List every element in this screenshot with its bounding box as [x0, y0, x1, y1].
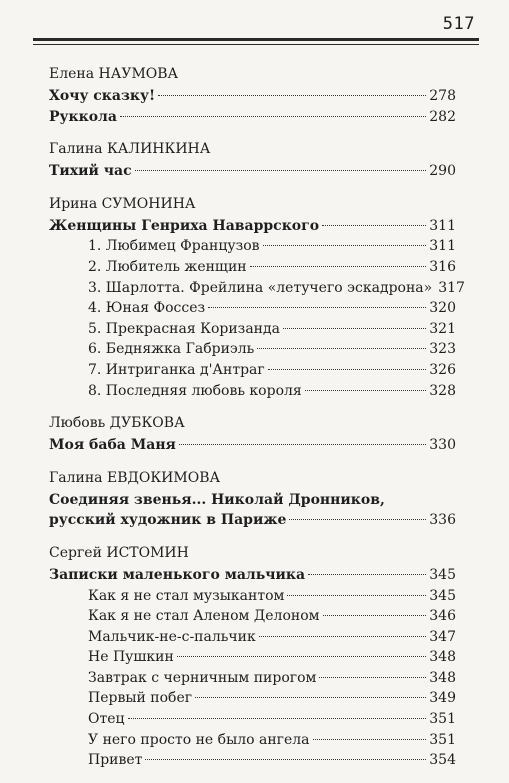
entry-page-number: 326 [429, 361, 456, 378]
page-number: 517 [442, 14, 475, 34]
dot-leader [323, 615, 427, 616]
dot-leader [287, 595, 426, 596]
toc-entry [49, 298, 456, 319]
toc-entry [49, 107, 456, 128]
toc-row [49, 435, 456, 456]
header-rule-thin [33, 44, 479, 45]
entry-title: У него просто не было ангела [88, 731, 310, 748]
toc-row [49, 298, 456, 319]
toc-row [49, 730, 456, 751]
toc-entry [49, 319, 456, 340]
toc-row [49, 606, 456, 627]
toc-row [49, 360, 456, 381]
entry-page-number: 354 [429, 752, 456, 769]
entry-page-number: 351 [429, 731, 456, 748]
entry-page-number: 316 [429, 258, 456, 275]
dot-leader [135, 170, 427, 171]
entry-page-number: 311 [429, 238, 456, 255]
toc-row [49, 565, 456, 586]
dot-leader [195, 697, 426, 698]
toc-entry [49, 360, 456, 381]
entry-title: Тихий час [49, 163, 132, 180]
entry-page-number: 311 [429, 217, 456, 234]
toc-row [49, 586, 456, 607]
entry-title: Женщины Генриха Наваррского [49, 217, 320, 234]
dot-leader [283, 328, 426, 329]
toc-row [49, 236, 456, 257]
entry-page-number: 348 [429, 649, 456, 666]
author-section [49, 64, 456, 127]
entry-title: Первый побег [88, 690, 193, 707]
toc-entry [49, 257, 456, 278]
entry-title: 7. Интриганка д'Антраг [88, 361, 265, 378]
dot-leader [305, 390, 427, 391]
entry-page-number: 317 [438, 279, 465, 296]
author-name: Галина КАЛИНКИНА [49, 141, 211, 158]
entry-title: 5. Прекрасная Коризанда [88, 320, 280, 337]
author-section [49, 139, 456, 182]
toc-row [49, 86, 456, 107]
entry-title: Как я не стал музыкантом [88, 587, 285, 604]
author-name: Любовь ДУБКОВА [49, 415, 185, 432]
toc-entry [49, 435, 456, 456]
author-section [49, 468, 456, 531]
author-section [49, 194, 465, 401]
toc-row [49, 688, 456, 709]
toc-entry [49, 668, 456, 689]
dot-leader [257, 348, 426, 349]
entry-page-number: 349 [429, 690, 456, 707]
entry-title: Не Пушкин [88, 649, 174, 666]
toc-entry [49, 647, 456, 668]
entry-page-number: 346 [429, 608, 456, 625]
toc-row [49, 510, 456, 531]
toc-entry [49, 606, 456, 627]
entry-title: Привет [88, 752, 143, 769]
toc-entry [49, 709, 456, 730]
author-section [49, 413, 456, 456]
toc-entry [49, 161, 456, 182]
toc-entry [49, 278, 465, 299]
dot-leader [259, 636, 427, 637]
entry-title-line1: Соединяя звенья... Николай Дронников, [49, 491, 385, 508]
toc-row [49, 161, 456, 182]
dot-leader [263, 245, 427, 246]
dot-leader [289, 519, 426, 520]
dot-leader [158, 95, 426, 96]
toc-row [49, 647, 456, 668]
entry-page-number: 282 [429, 108, 456, 125]
toc-entry [49, 627, 456, 648]
toc-entry [49, 236, 456, 257]
entry-title: Мальчик-не-с-пальчик [88, 628, 256, 645]
entry-page-number: 345 [429, 566, 456, 583]
dot-leader [322, 225, 426, 226]
entry-page-number: 290 [429, 163, 456, 180]
toc-entry [49, 381, 456, 402]
toc-row [49, 668, 456, 689]
entry-title: 1. Любимец Французов [88, 238, 260, 255]
entry-page-number: 351 [429, 711, 456, 728]
author-name: Елена НАУМОВА [49, 66, 179, 82]
toc-row [49, 339, 456, 360]
dot-leader [319, 677, 426, 678]
entry-page-number: 278 [429, 88, 456, 104]
dot-leader [268, 369, 427, 370]
dot-leader [208, 307, 426, 308]
toc-entry [49, 730, 456, 751]
entry-page-number: 320 [429, 300, 456, 317]
dot-leader [177, 656, 426, 657]
entry-page-number: 345 [429, 587, 456, 604]
dot-leader [179, 444, 426, 445]
entry-page-number: 336 [429, 512, 456, 529]
entry-title: Хочу сказку! [49, 88, 156, 104]
dot-leader [145, 759, 426, 760]
toc-row [49, 750, 456, 771]
entry-title: Записки маленького мальчика [49, 566, 306, 583]
author-name: Галина ЕВДОКИМОВА [49, 469, 221, 486]
toc-row [49, 216, 456, 237]
dot-leader [128, 718, 427, 719]
entry-title: Руккола [49, 108, 117, 125]
entry-title: Как я не стал Аленом Делоном [88, 608, 320, 625]
author-name: Ирина СУМОНИНА [49, 195, 196, 212]
entry-page-number: 321 [429, 320, 456, 337]
toc-entry [49, 339, 456, 360]
entry-page-number: 347 [429, 628, 456, 645]
entry-page-number: 323 [429, 341, 456, 358]
entry-title: 2. Любитель женщин [88, 258, 247, 275]
toc-entry [49, 565, 456, 586]
toc-row [49, 709, 456, 730]
dot-leader [120, 116, 426, 117]
toc-entry [49, 688, 456, 709]
toc-row [49, 107, 456, 128]
toc-entry [49, 216, 456, 237]
entry-title: Отец [88, 711, 125, 728]
entry-title: Завтрак с черничным пирогом [88, 669, 317, 686]
toc-row [49, 278, 465, 299]
entry-title: 3. Шарлотта. Фрейлина «летучего эскадрона» [88, 279, 433, 296]
toc-row [49, 257, 456, 278]
toc-entry [49, 586, 456, 607]
toc-entry [49, 86, 456, 107]
toc-entry [49, 490, 456, 531]
entry-title: 4. Юная Фоссез [88, 300, 206, 317]
dot-leader [313, 739, 427, 740]
entry-title: 8. Последняя любовь короля [88, 382, 302, 399]
entry-title: 6. Бедняжка Габриэль [88, 341, 255, 358]
entry-title: Моя баба Маня [49, 437, 176, 454]
toc-entry [49, 750, 456, 771]
dot-leader [308, 574, 426, 575]
entry-title: русский художник в Париже [49, 512, 287, 529]
author-name: Сергей ИСТОМИН [49, 544, 189, 561]
toc-row [49, 319, 456, 340]
entry-page-number: 348 [429, 669, 456, 686]
entry-page-number: 328 [429, 382, 456, 399]
dot-leader [250, 266, 427, 267]
header-rule-thick [33, 38, 479, 41]
entry-page-number: 330 [429, 437, 456, 454]
toc-row [49, 381, 456, 402]
table-of-contents [49, 64, 465, 783]
toc-row [49, 627, 456, 648]
